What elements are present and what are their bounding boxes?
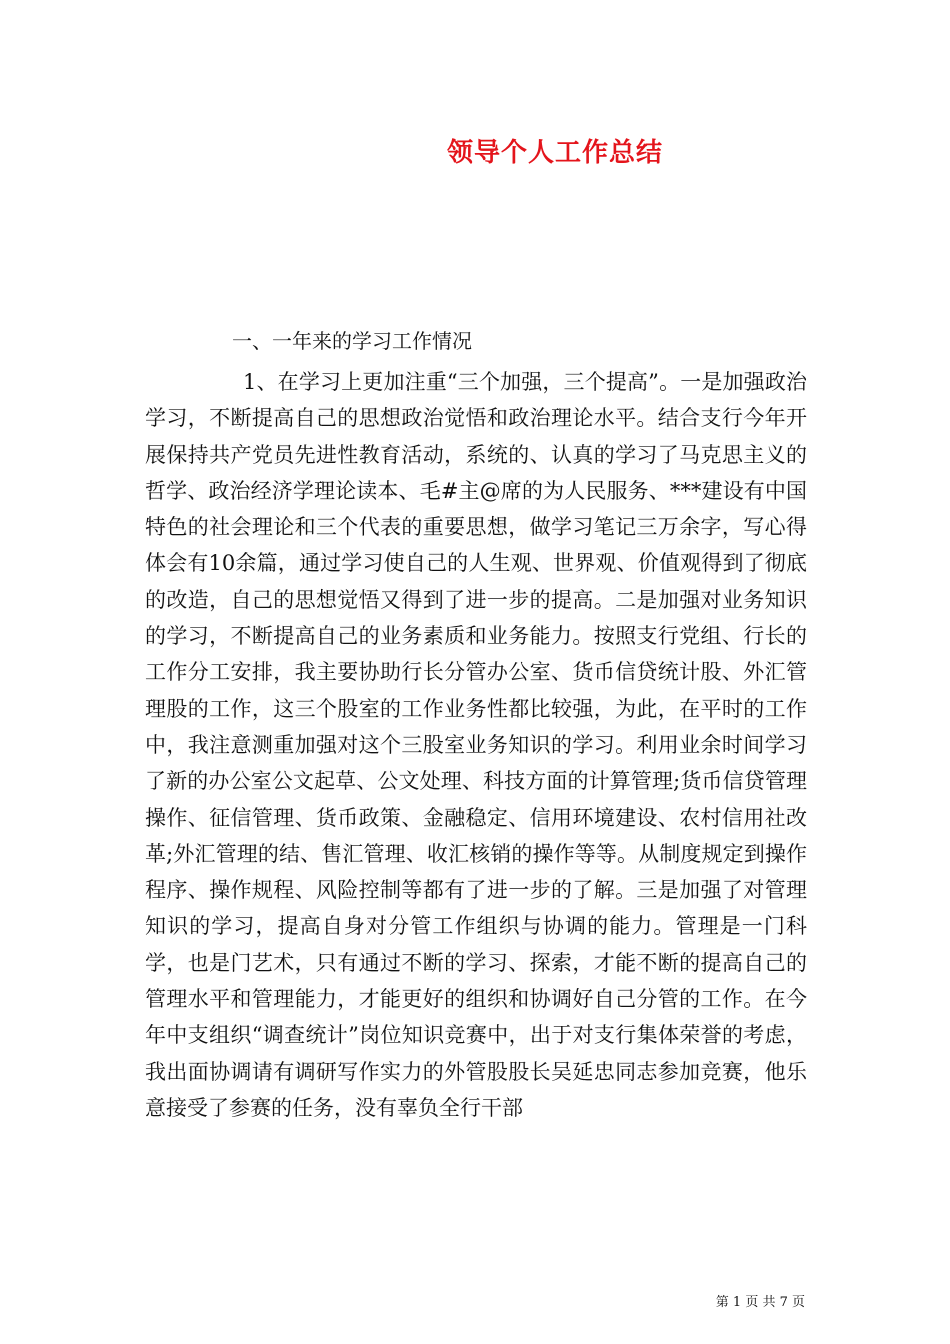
- section-heading: 一、一年来的学习工作情况: [232, 329, 472, 353]
- page-title: 领导个人工作总结: [446, 138, 663, 168]
- body-paragraph: 1、在学习上更加注重“三个加强，三个提高”。一是加强政治学习，不断提高自己的思想政治觉悟和政治理论水平。结合支行今年开展保持共产党员先进性教育活动，系统的、认真的学习了马克思主义的哲学、政治经济学理论读本、毛#主@席的为人民服务、***建设有中国特色的社会理论和三个代表的重要思想，做学习笔记三万余字，写心得体会有10余篇，通过学习使自己的人生观、世界观、价值观得到了彻底的改造，自己的思想觉悟又得到了进一步的提高。二是加强对业务知识的学习，不断提高自己的业务素质和业务能力。按照支行党组、行长的工作分工安排，我主要协助行长分管办公室、货币信贷统计股、外汇管理股的工作，这三个股室的工作业务性都比较强，为此，在平时的工作中，我注意测重加强对这个三股室业务知识的学习。利用业余时间学习了新的办公室公文起草、公文处理、科技方面的计算管理;货币信贷管理操作、征信管理、货币政策、金融稳定、信用环境建设、农村信用社改革;外汇管理的结、售汇管理、收汇核销的操作等等。从制度规定到操作程序、操作规程、风险控制等都有了进一步的了解。三是加强了对管理知识的学习，提高自身对分管工作组织与协调的能力。管理是一门科学，也是门艺术，只有通过不断的学习、探索，才能不断的提高自己的管理水平和管理能力，才能更好的组织和协调好自己分管的工作。在今年中支组织“调查统计”岗位知识竞赛中，出于对支行集体荣誉的考虑，我出面协调请有调研写作实力的外管股股长吴延忠同志参加竞赛，他乐意接受了参赛的任务，没有辜负全行干部: [145, 370, 807, 1120]
- page-number-footer: 第 1 页 共 7 页: [715, 1295, 805, 1310]
